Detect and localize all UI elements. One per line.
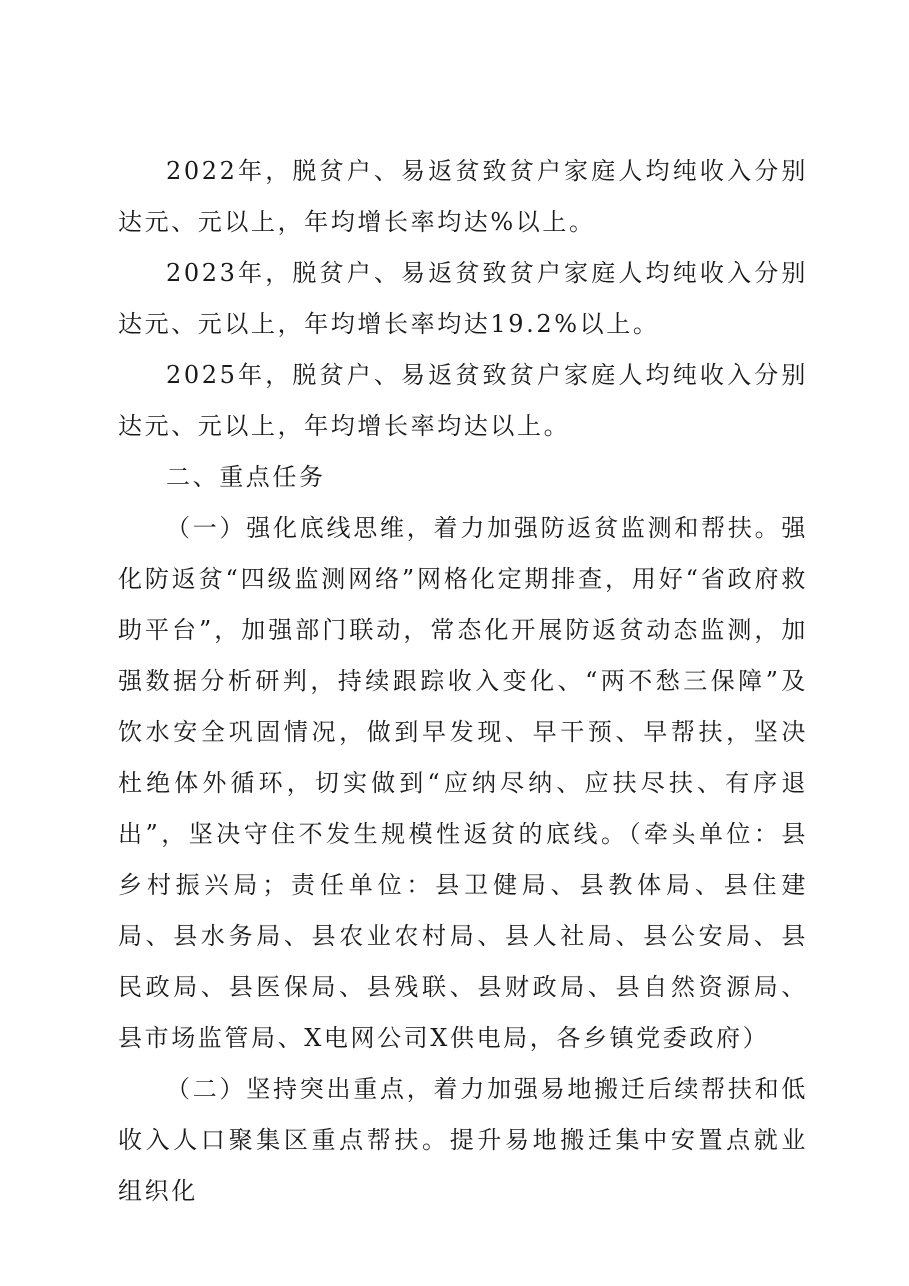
- paragraph-task-two-relocation: （二）坚持突出重点，着力加强易地搬迁后续帮扶和低收入人口聚集区重点帮扶。提升易地搬迁集中安置点就业组织化: [118, 1075, 808, 1205]
- paragraph-2022-income-target: 2022年，脱贫户、易返贫致贫户家庭人均纯收入分别达元、元以上，年均增长率均达%以上。: [118, 157, 808, 236]
- paragraph-2025-income-target: 2025年，脱贫户、易返贫致贫户家庭人均纯收入分别达元、元以上，年均增长率均达以上。: [118, 361, 808, 440]
- section-heading-key-tasks: 二、重点任务: [166, 463, 326, 491]
- paragraph-task-one-monitoring: （一）强化底线思维，着力加强防返贫监测和帮扶。强化防返贫“四级监测网络”网格化定期排查，用好“省政府救助平台”，加强部门联动，常态化开展防返贫动态监测，加强数据分析研判，持续跟踪收入变化、“两不愁三保障”及饮水安全巩固情况，做到早发现、早干预、早帮扶，坚决杜绝体外循环，切实做到“应纳尽纳、应扶尽扶、有序退出”，坚决守住不发生规模性返贫的底线。（牵头单位：县乡村振兴局；责任单位：县卫健局、县教体局、县住建局、县水务局、县农业农村局、县人社局、县公安局、县民政局、县医保局、县残联、县财政局、县自然资源局、县市场监管局、X电网公司X供电局，各乡镇党委政府）: [118, 514, 808, 1052]
- paragraph-2023-income-target: 2023年，脱贫户、易返贫致贫户家庭人均纯收入分别达元、元以上，年均增长率均达19.2%以上。: [118, 259, 808, 338]
- document-body: [118, 146, 808, 1217]
